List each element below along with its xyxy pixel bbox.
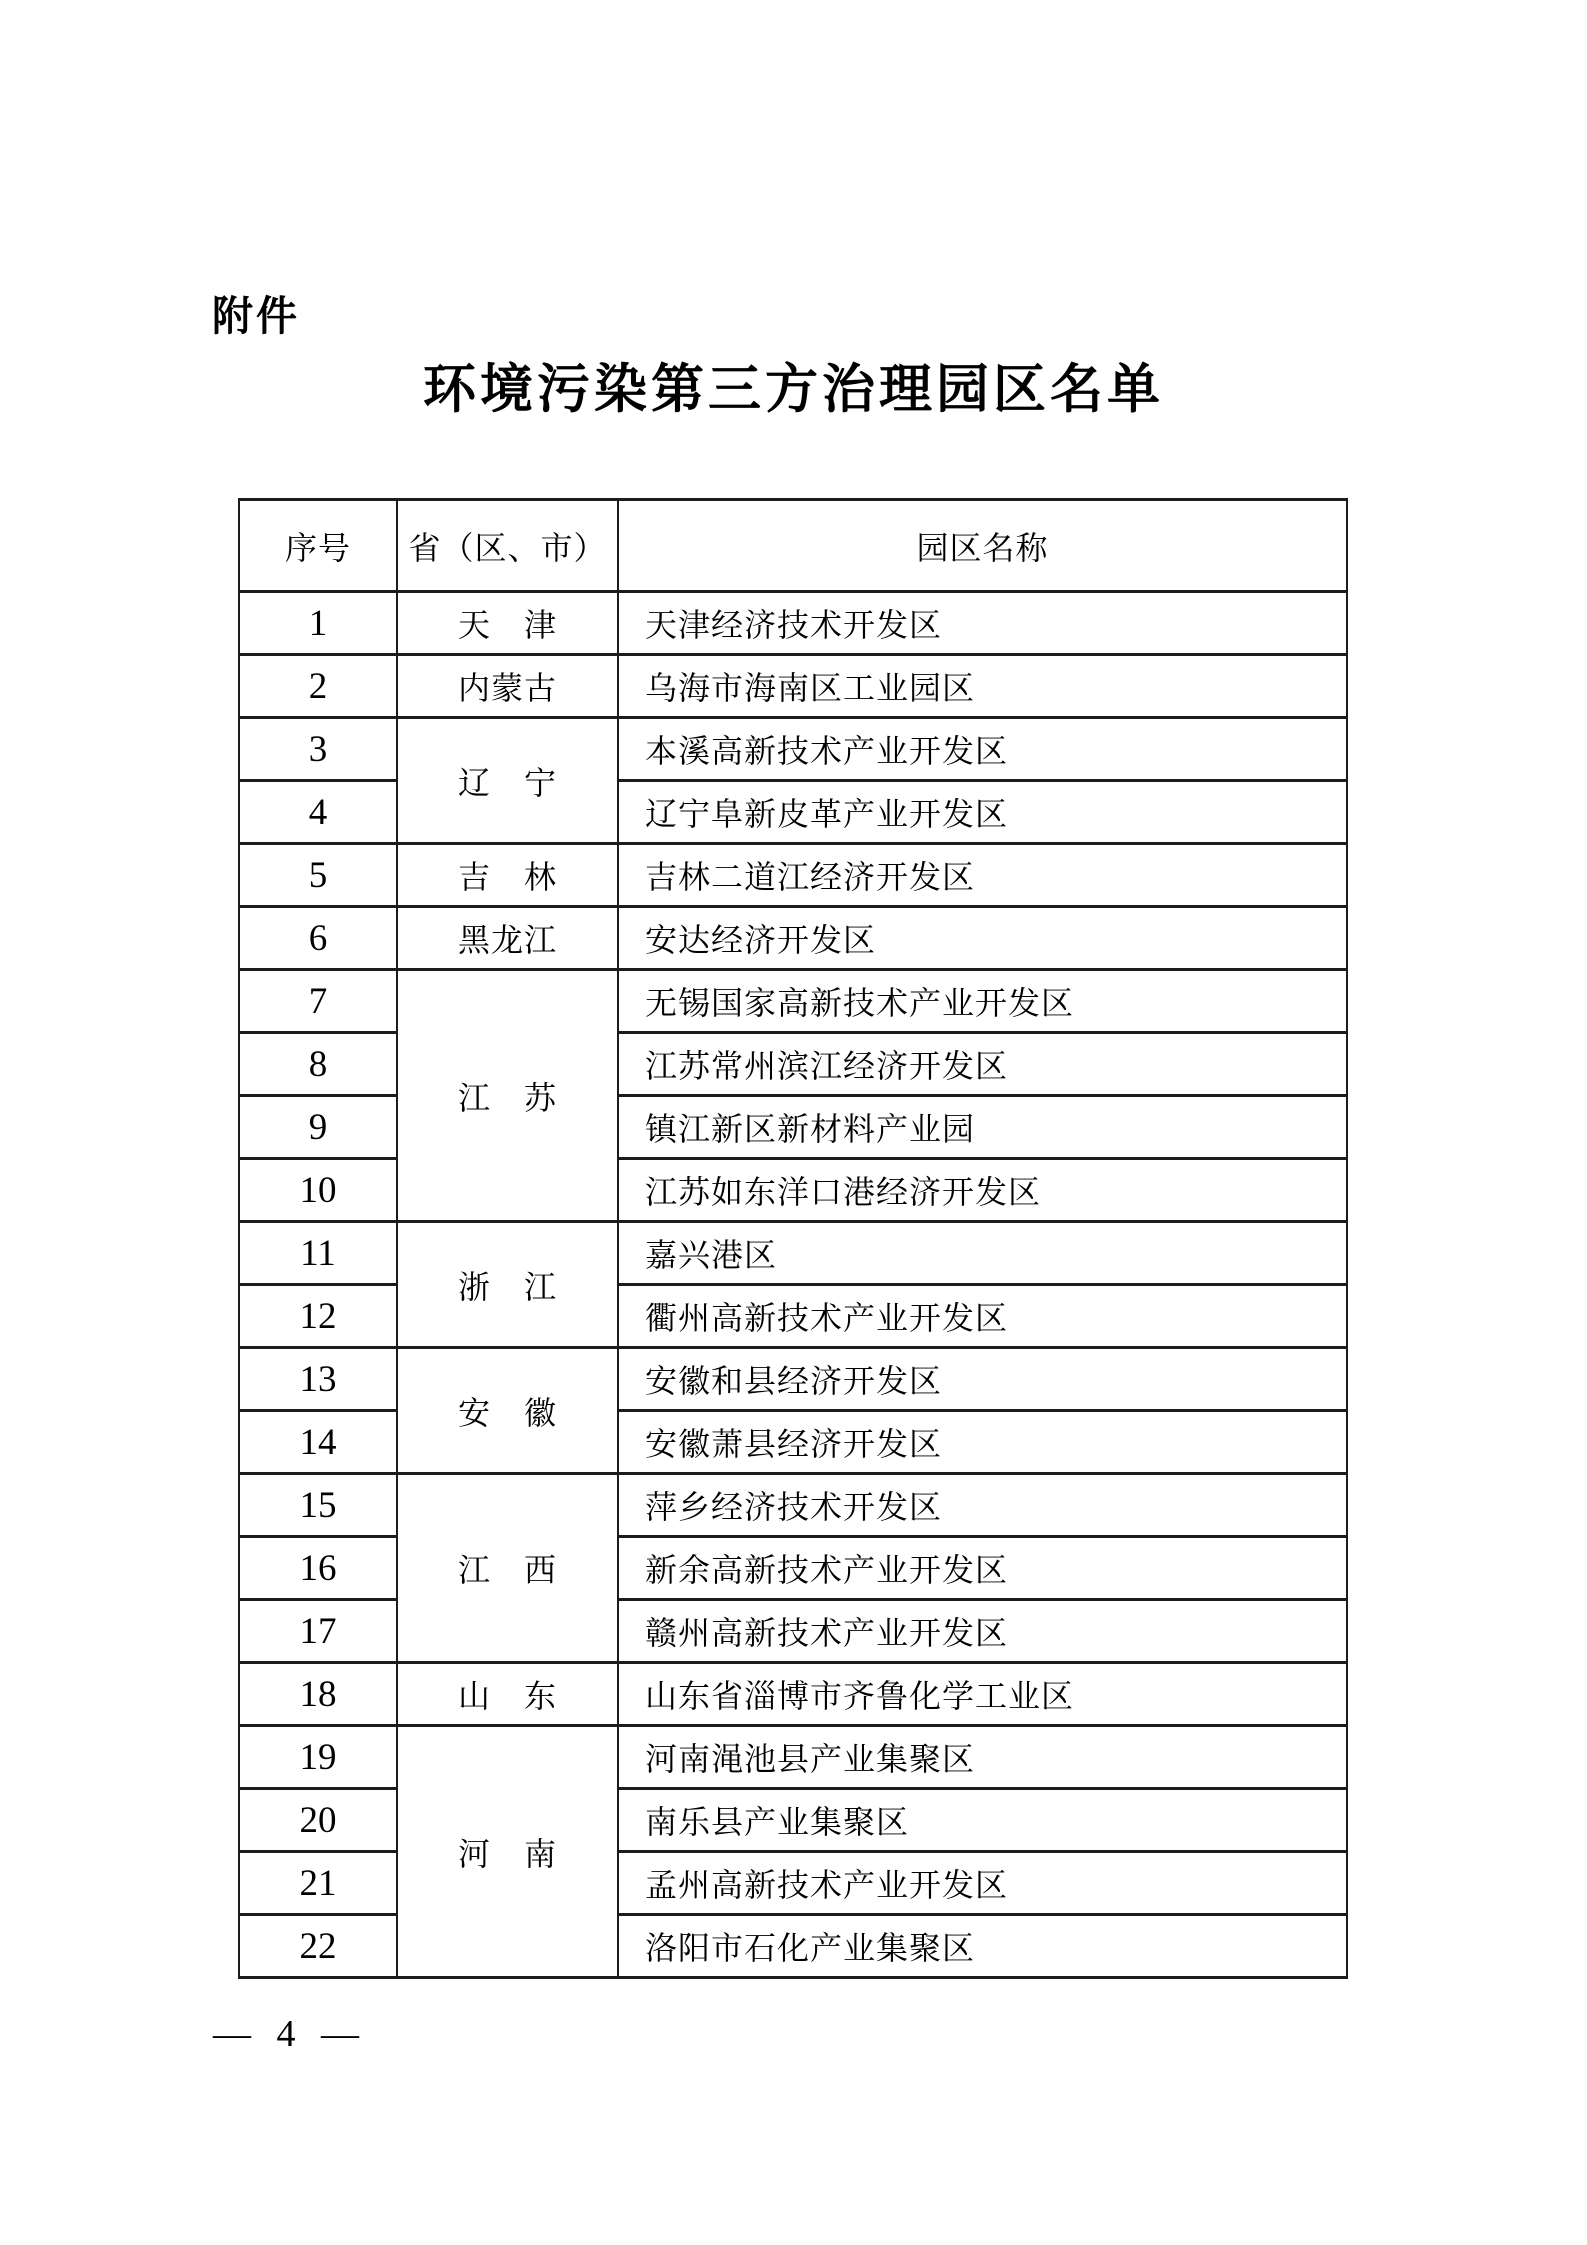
header-province: 省（区、市） (397, 500, 618, 592)
table-row (239, 655, 1347, 718)
park-name-cell: 嘉兴港区 (618, 1222, 1347, 1285)
park-name-cell: 本溪高新技术产业开发区 (618, 718, 1347, 781)
table-row (239, 907, 1347, 970)
park-name-cell: 天津经济技术开发区 (618, 592, 1347, 655)
province-cell: 辽 宁 (397, 718, 618, 844)
park-name-cell: 江苏常州滨江经济开发区 (618, 1033, 1347, 1096)
serial-number-cell: 13 (239, 1348, 397, 1411)
province-cell: 天 津 (397, 592, 618, 655)
park-name-cell: 无锡国家高新技术产业开发区 (618, 970, 1347, 1033)
park-name-cell: 南乐县产业集聚区 (618, 1789, 1347, 1852)
serial-number-cell: 12 (239, 1285, 397, 1348)
park-name-cell: 河南渑池县产业集聚区 (618, 1726, 1347, 1789)
province-cell: 河 南 (397, 1726, 618, 1978)
park-name-cell: 孟州高新技术产业开发区 (618, 1852, 1347, 1915)
province-cell: 吉 林 (397, 844, 618, 907)
park-name-cell: 新余高新技术产业开发区 (618, 1537, 1347, 1600)
serial-number-cell: 15 (239, 1474, 397, 1537)
table-header (239, 500, 1347, 592)
page-title: 环境污染第三方治理园区名单 (423, 361, 1164, 419)
table-row (239, 1663, 1347, 1726)
table-row (239, 844, 1347, 907)
serial-number-cell: 1 (239, 592, 397, 655)
park-name-cell: 赣州高新技术产业开发区 (618, 1600, 1347, 1663)
park-name-cell: 山东省淄博市齐鲁化学工业区 (618, 1663, 1347, 1726)
serial-number-cell: 8 (239, 1033, 397, 1096)
header-park-name: 园区名称 (618, 500, 1347, 592)
header-row (239, 500, 1347, 592)
serial-number-cell: 5 (239, 844, 397, 907)
province-cell: 内蒙古 (397, 655, 618, 718)
table-row (239, 970, 1347, 1033)
serial-number-cell: 3 (239, 718, 397, 781)
province-cell: 浙 江 (397, 1222, 618, 1348)
table-row (239, 1222, 1347, 1285)
serial-number-cell: 6 (239, 907, 397, 970)
serial-number-cell: 2 (239, 655, 397, 718)
table-row (239, 1726, 1347, 1789)
park-name-cell: 吉林二道江经济开发区 (618, 844, 1347, 907)
serial-number-cell: 20 (239, 1789, 397, 1852)
table-row (239, 718, 1347, 781)
serial-number-cell: 7 (239, 970, 397, 1033)
park-name-cell: 安徽萧县经济开发区 (618, 1411, 1347, 1474)
header-serial-number: 序号 (239, 500, 397, 592)
park-name-cell: 辽宁阜新皮革产业开发区 (618, 781, 1347, 844)
province-cell: 山 东 (397, 1663, 618, 1726)
table-row (239, 592, 1347, 655)
park-name-cell: 萍乡经济技术开发区 (618, 1474, 1347, 1537)
park-name-cell: 衢州高新技术产业开发区 (618, 1285, 1347, 1348)
serial-number-cell: 14 (239, 1411, 397, 1474)
province-cell: 江 西 (397, 1474, 618, 1663)
table-row (239, 1474, 1347, 1537)
park-name-cell: 安徽和县经济开发区 (618, 1348, 1347, 1411)
attachment-label: 附件 (212, 293, 300, 339)
table-body (239, 592, 1347, 1978)
serial-number-cell: 10 (239, 1159, 397, 1222)
serial-number-cell: 19 (239, 1726, 397, 1789)
serial-number-cell: 17 (239, 1600, 397, 1663)
serial-number-cell: 11 (239, 1222, 397, 1285)
serial-number-cell: 9 (239, 1096, 397, 1159)
province-cell: 安 徽 (397, 1348, 618, 1474)
serial-number-cell: 16 (239, 1537, 397, 1600)
park-name-cell: 安达经济开发区 (618, 907, 1347, 970)
table-row (239, 1348, 1347, 1411)
park-name-cell: 镇江新区新材料产业园 (618, 1096, 1347, 1159)
province-cell: 黑龙江 (397, 907, 618, 970)
park-name-cell: 乌海市海南区工业园区 (618, 655, 1347, 718)
serial-number-cell: 21 (239, 1852, 397, 1915)
park-list-table (238, 498, 1348, 1979)
page-number: — 4 — (213, 2013, 367, 2055)
serial-number-cell: 18 (239, 1663, 397, 1726)
serial-number-cell: 4 (239, 781, 397, 844)
park-name-cell: 洛阳市石化产业集聚区 (618, 1915, 1347, 1978)
serial-number-cell: 22 (239, 1915, 397, 1978)
park-name-cell: 江苏如东洋口港经济开发区 (618, 1159, 1347, 1222)
province-cell: 江 苏 (397, 970, 618, 1222)
